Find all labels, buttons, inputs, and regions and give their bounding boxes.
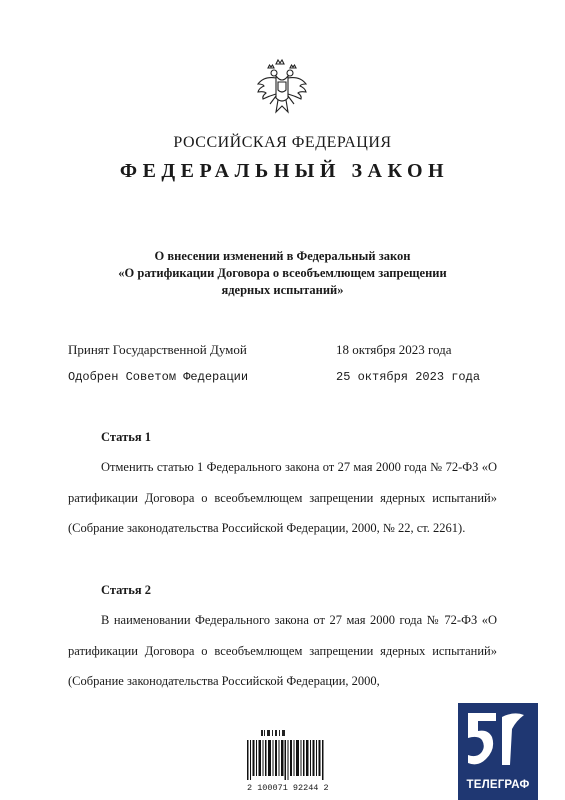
barcode-number: 2 100071 92244 2 bbox=[247, 783, 329, 793]
duma-adoption-date: 18 октября 2023 года bbox=[336, 342, 452, 357]
coat-of-arms-icon bbox=[254, 58, 310, 118]
barcode-header-mark bbox=[261, 728, 287, 738]
telegraf-watermark bbox=[458, 703, 538, 800]
law-title-line: «О ратификации Договора о всеобъемлющем запрещении bbox=[118, 266, 447, 280]
duma-adoption-label: Принят Государственной Думой bbox=[68, 342, 247, 357]
article-2-text: В наименовании Федерального закона от 27 мая 2000 года № 72-ФЗ «О ратификации Договора о всеобъемлющем запрещении ядерных испытаний» (Собрание законодательства Российской Федерации, 2000, bbox=[68, 613, 497, 689]
law-title-line: О внесении изменений в Федеральный закон bbox=[154, 249, 411, 263]
telegraf-brand-label: ТЕЛЕГРАФ bbox=[466, 779, 530, 791]
barcode-icon bbox=[247, 740, 325, 780]
council-approval-label: Одобрен Советом Федерации bbox=[68, 370, 249, 384]
document-type-header: ФЕДЕРАЛЬНЫЙ ЗАКОН bbox=[119, 160, 450, 182]
law-title bbox=[60, 248, 505, 299]
law-title-line: ядерных испытаний» bbox=[221, 283, 344, 297]
council-approval-date: 25 октября 2023 года bbox=[336, 370, 481, 384]
article-1-heading: Статья 1 bbox=[101, 430, 151, 444]
article-1-text: Отменить статью 1 Федерального закона от 27 мая 2000 года № 72-ФЗ «О ратификации Договора о всеобъемлющем запрещении ядерных испытаний» (Собрание законодательства Российской Федерации, 2000, № 22, ст. 2261). bbox=[68, 460, 497, 536]
telegraf-logo-icon bbox=[462, 707, 534, 773]
country-header: РОССИЙСКАЯ ФЕДЕРАЦИЯ bbox=[173, 134, 392, 151]
article-2-heading: Статья 2 bbox=[101, 583, 151, 597]
